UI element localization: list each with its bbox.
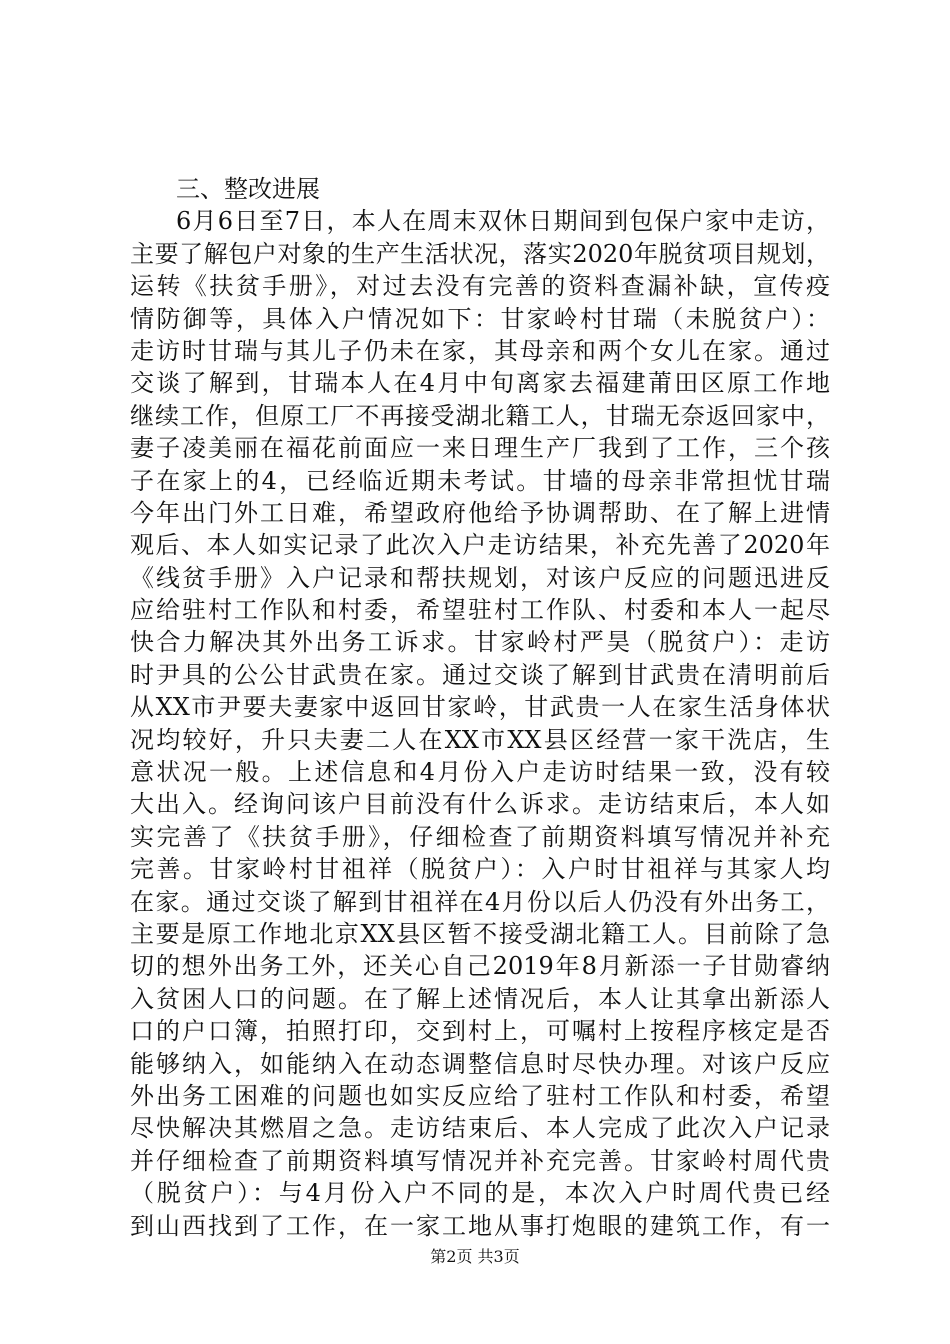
- body-text-line: 意状况一般。上述信息和4月份入户走访时结果一致，没有较: [130, 758, 830, 787]
- body-text-line: 外出务工困难的问题也如实反应给了驻村工作队和村委，希望: [130, 1081, 830, 1110]
- body-text-line: 子在家上的4，已经临近期未考试。甘墙的母亲非常担忧甘瑞: [130, 466, 830, 495]
- body-text-line: 继续工作，但原工厂不再接受湖北籍工人，甘瑞无奈返回家中，: [130, 401, 830, 430]
- body-text-line: 交谈了解到，甘瑞本人在4月中旬离家去福建莆田区原工作地: [130, 369, 830, 398]
- body-text-line: 在家。通过交谈了解到甘祖祥在4月份以后人仍没有外出务工，: [130, 887, 830, 916]
- body-text-line: 尽快解决其燃眉之急。走访结束后、本人完成了此次入户记录: [130, 1114, 830, 1143]
- body-text-line: 运转《扶贫手册》，对过去没有完善的资料查漏补缺，宣传疫: [130, 272, 830, 301]
- document-body: [130, 173, 830, 1242]
- body-text-line: 应给驻村工作队和村委，希望驻村工作队、村委和本人一起尽: [130, 596, 830, 625]
- body-text-line: 实完善了《扶贫手册》，仔细检查了前期资料填写情况并补充: [130, 822, 830, 851]
- body-text-line: 到山西找到了工作，在一家工地从事打炮眼的建筑工作，有一: [130, 1211, 830, 1240]
- body-text-line: 能够纳入，如能纳入在动态调整信息时尽快办理。对该户反应: [130, 1049, 830, 1078]
- body-text-line: 况均较好，升只夫妻二人在XX市XX县区经营一家干洗店，生: [130, 725, 830, 754]
- body-text-line: 时尹具的公公甘武贵在家。通过交谈了解到甘武贵在清明前后: [130, 660, 830, 689]
- body-text-line: 主要是原工作地北京XX县区暂不接受湖北籍工人。目前除了急: [130, 919, 830, 948]
- body-text-line: 6月6日至7日，本人在周末双休日期间到包保户家中走访，: [176, 207, 830, 236]
- body-text-line: 完善。甘家岭村甘祖祥（脱贫户）：入户时甘祖祥与其家人均: [130, 855, 830, 884]
- body-text-line: 大出入。经询问该户目前没有什么诉求。走访结束后，本人如: [130, 790, 830, 819]
- section-heading: 三、整改进展: [176, 175, 320, 203]
- body-text-line: 从XX市尹要夫妻家中返回甘家岭，甘武贵一人在家生活身体状: [130, 693, 830, 722]
- body-text-line: 主要了解包户对象的生产生活状况，落实2020年脱贫项目规划，: [130, 239, 830, 268]
- body-text-line: 走访时甘瑞与其儿子仍未在家，其母亲和两个女儿在家。通过: [130, 336, 830, 365]
- body-text-line: 情防御等，具体入户情况如下：甘家岭村甘瑞（未脱贫户）：: [130, 304, 830, 333]
- body-text-line: 切的想外出务工外，还关心自己2019年8月新添一子甘勋睿纳: [130, 952, 830, 981]
- page-footer: 第2页 共3页: [430, 1247, 520, 1266]
- body-text-line: 《线贫手册》入户记录和帮扶规划，对该户反应的问题迅进反: [130, 563, 830, 592]
- body-text-line: 今年出门外工日难，希望政府他给予协调帮助、在了解上进情: [130, 498, 830, 527]
- body-text-line: 入贫困人口的问题。在了解上述情况后，本人让其拿出新添人: [130, 984, 830, 1013]
- body-text-line: 并仔细检查了前期资料填写情况并补充完善。甘家岭村周代贵: [130, 1146, 830, 1175]
- body-text-line: 观后、本人如实记录了此次入户走访结果，补充先善了2020年: [130, 531, 830, 560]
- body-text-line: （脱贫户）：与4月份入户不同的是，本次入户时周代贵已经: [130, 1179, 830, 1208]
- body-text-line: 妻子凌美丽在福花前面应一来日理生产厂我到了工作，三个孩: [130, 434, 830, 463]
- body-text-line: 口的户口簿，拍照打印，交到村上，可嘱村上按程序核定是否: [130, 1017, 830, 1046]
- body-text-line: 快合力解决其外出务工诉求。甘家岭村严昊（脱贫户）：走访: [130, 628, 830, 657]
